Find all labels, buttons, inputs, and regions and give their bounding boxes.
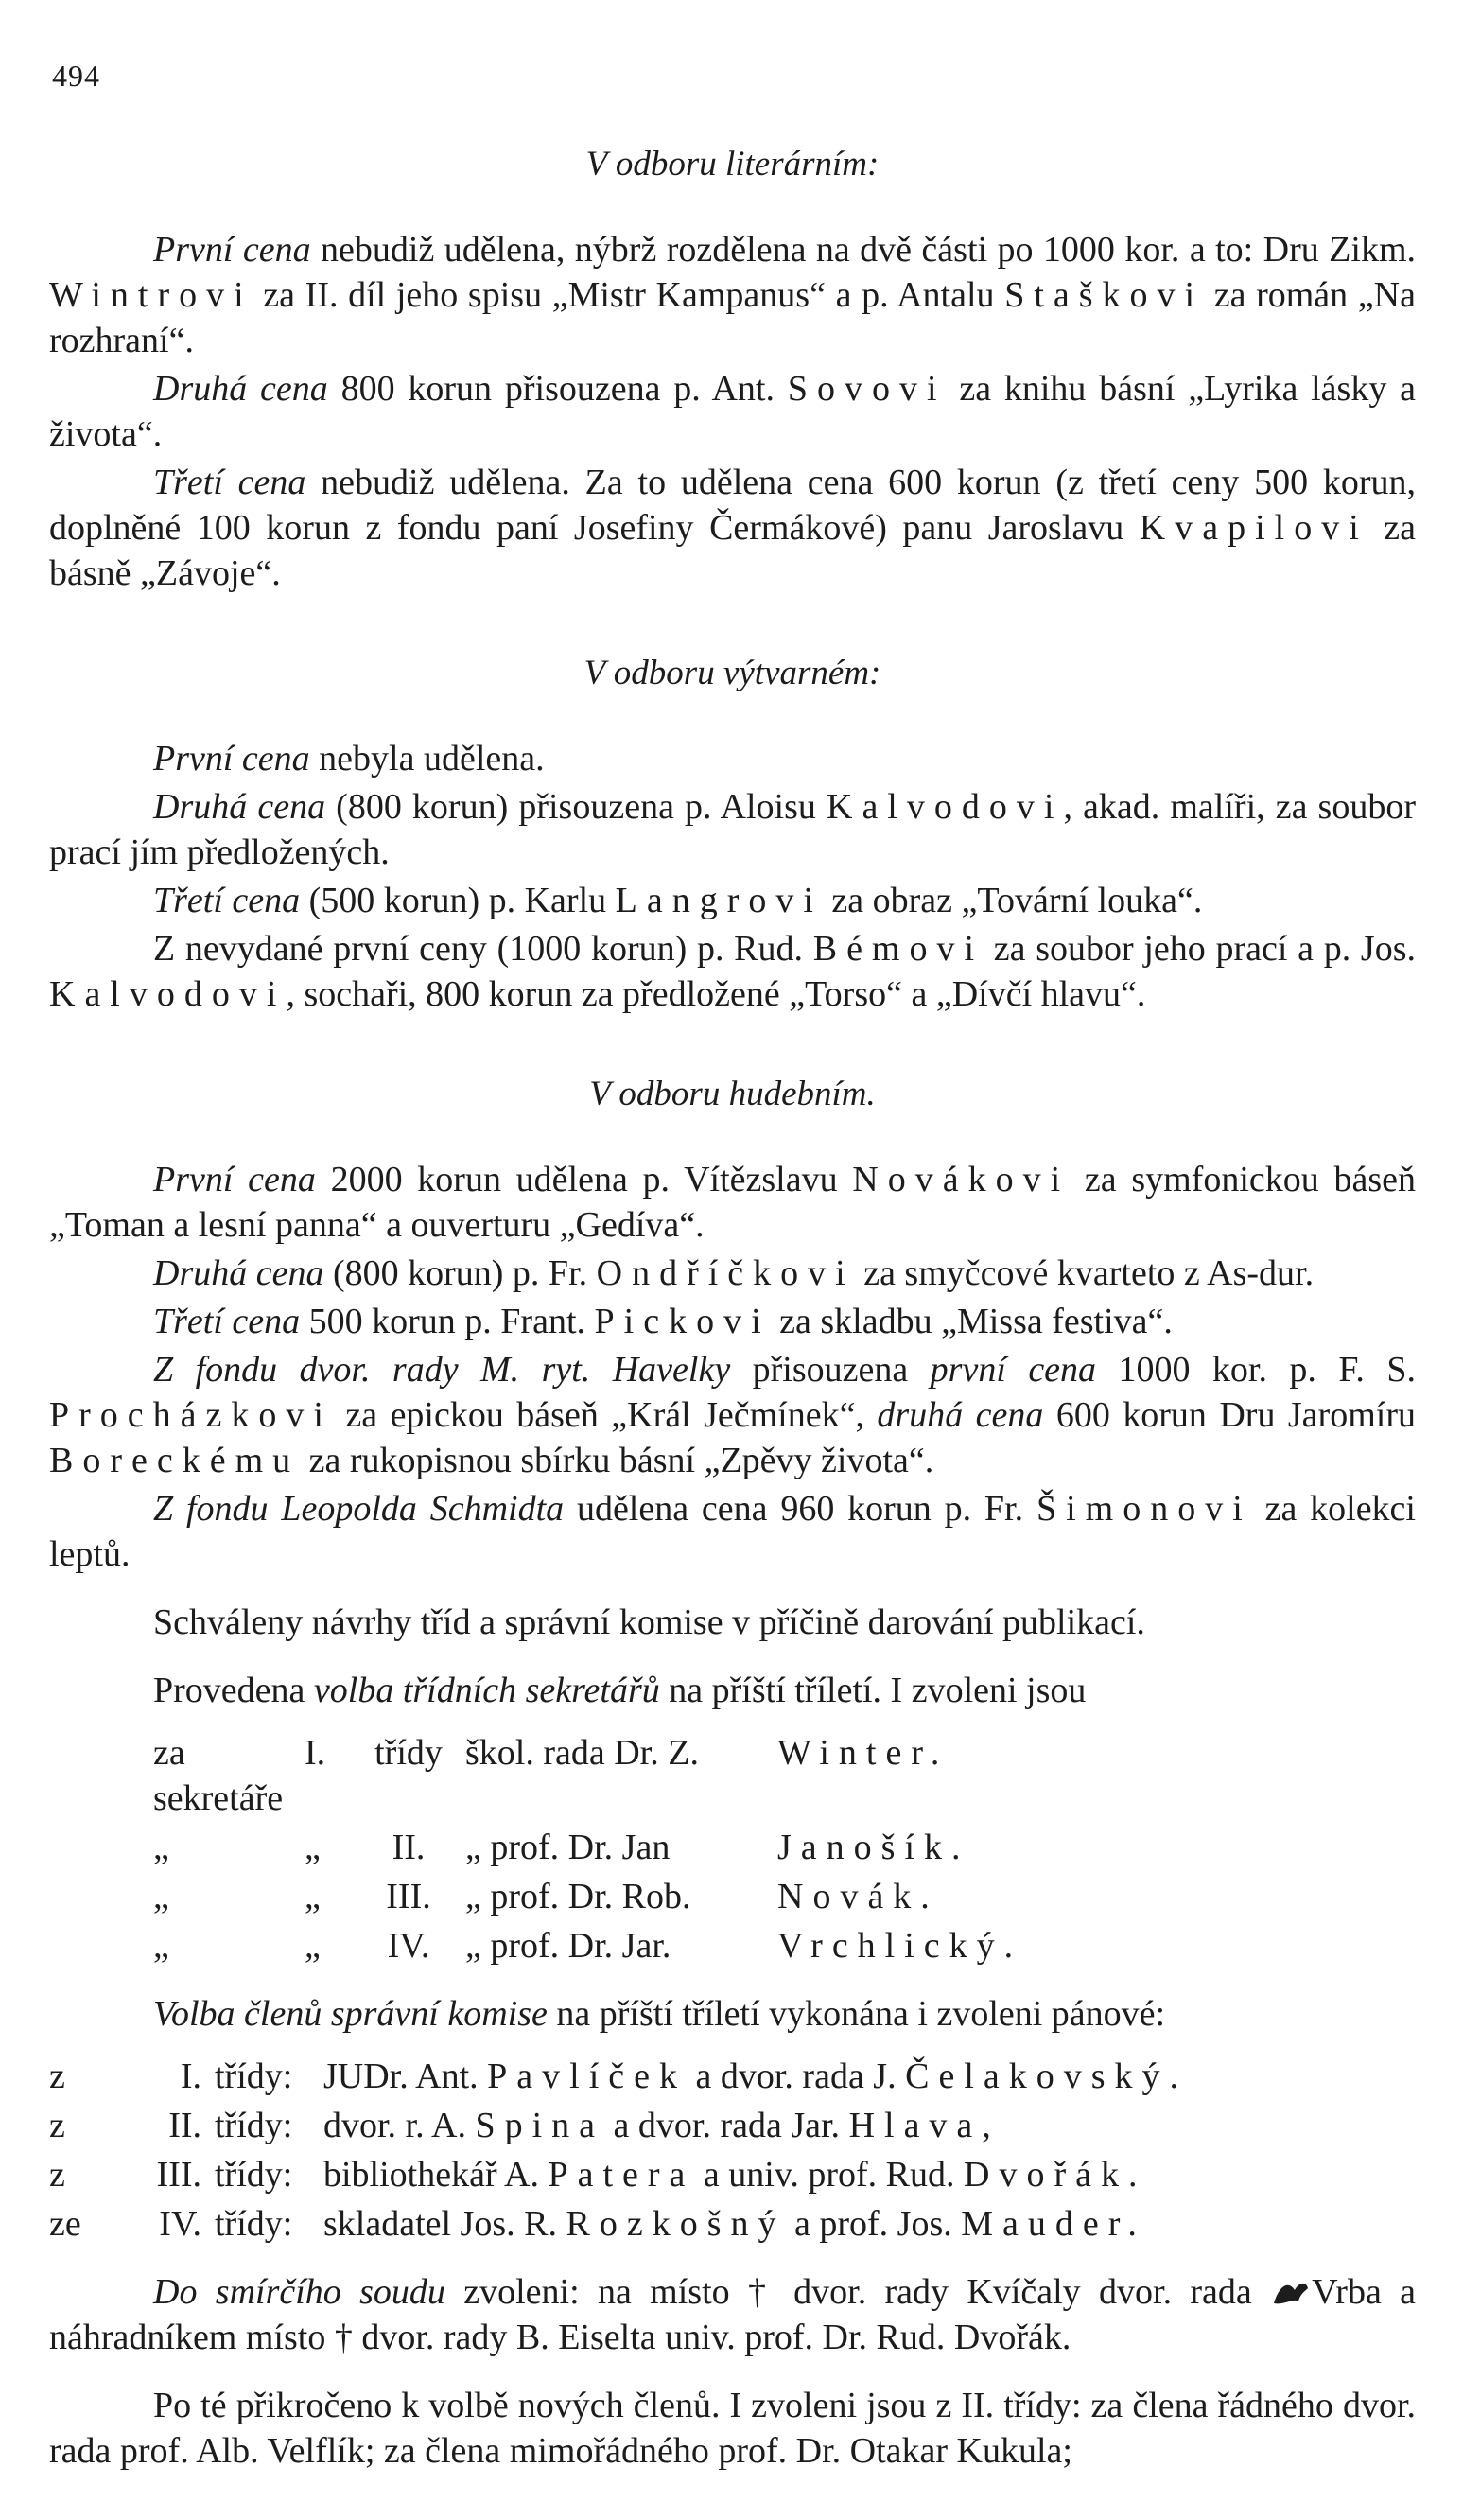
paragraph-commission: Volba členů správní komise na příští tříletí vykonána i zvoleni pánové:: [153, 1994, 1166, 2034]
secretary-row: „ „ IV. „ prof. Dr. Jar. Vrchlický.: [153, 1926, 1023, 1966]
commission-row: z II. třídy: dvor. r. A. Spina a dvor. rada Jar. Hlava,: [49, 2106, 1001, 2145]
secretary-row: „ „ III. „ prof. Dr. Rob. Novák.: [153, 1877, 939, 1916]
commission-row: z III. třídy: bibliothekář A. Patera a univ. prof. Rud. Dvořák.: [49, 2155, 1147, 2195]
paragraph-music-third-prize: Třetí cena 500 korun p. Frant. Pickovi za skladbu „Missa festiva“.: [153, 1302, 1173, 1341]
paragraph-closing: Po té přikročeno k volbě nových členů. I zvoleni jsou z II. třídy: za člena řádného dvor. rada prof. Alb. Velflík; za člena mimořádného prof. Dr. Otakar Kukula;: [49, 2386, 1416, 2471]
paragraph-havelka-fund: Z fondu dvor. rady M. ryt. Havelky přisouzena první cena 1000 kor. p. F. S. Procházkovi za epickou báseň „Král Ječmínek“, druhá cena 600 korun Dru Jaromíru Boreckému za rukopisnou sbírku básní „Zpěvy života“.: [49, 1350, 1416, 1480]
paragraph-approval: Schváleny návrhy tříd a správní komise v příčině darování publikací.: [153, 1602, 1145, 1642]
secretary-row: za sekretáře I. třídy škol. rada Dr. Z. Winter.: [153, 1733, 949, 1818]
paragraph-literary-first-prize: První cena nebudiž udělena, nýbrž rozdělena na dvě části po 1000 kor. a to: Dru Zikm. Wintrovi za II. díl jeho spisu „Mistr Kampanus“ a p. Antalu Staškovi za román „Na rozhraní“.: [49, 230, 1417, 360]
paragraph-secretaries-intro: Provedena volba třídních sekretářů na příští tříletí. I zvoleni jsou: [153, 1671, 1087, 1710]
paragraph-arbitration: Do smírčího soudu zvoleni: na místo † dvor. rady Kvíčaly dvor. rada Vrba a náhradníkem místo † dvor. rady B. Eiselta univ. prof. Dr. Rud. Dvořák.: [49, 2272, 1417, 2357]
paragraph-literary-third-prize: Třetí cena nebudiž udělena. Za to udělena cena 600 korun (z třetí ceny 500 korun, doplněné 100 korun z fondu paní Josefiny Čermákové) panu Jaroslavu Kvapilovi za básně „Závoje“.: [49, 463, 1417, 593]
paragraph-music-second-prize: Druhá cena (800 korun) p. Fr. Ondříčkovi za smyčcové kvarteto z As-dur.: [153, 1253, 1315, 1293]
heading-music: V odboru hudebním.: [589, 1075, 876, 1113]
paragraph-visual-second-prize: Druhá cena (800 korun) přisouzena p. Aloisu Kalvodovi, akad. malíři, za soubor prací jím předložených.: [49, 787, 1416, 872]
paragraph-visual-unawarded: Z nevydané první ceny (1000 korun) p. Rud. Bémovi za soubor jeho prací a p. Jos. Kalvodovi, sochaři, 800 korun za předložené „Torso“ a „Dívčí hlavu“.: [49, 929, 1416, 1014]
text-column: [49, 142, 1416, 2474]
commission-row: z I. třídy: JUDr. Ant. Pavlíček a dvor. rada J. Čelakovský.: [49, 2056, 1189, 2096]
paragraph-visual-first-prize: První cena nebyla udělena.: [153, 739, 545, 779]
ink-blot-icon: [1270, 2277, 1312, 2309]
paragraph-schmidt-fund: Z fondu Leopolda Schmidta udělena cena 960 korun p. Fr. Šimonovi za kolekci leptů.: [49, 1489, 1416, 1574]
paragraph-literary-second-prize: Druhá cena 800 korun přisouzena p. Ant. Sovovi za knihu básní „Lyrika lásky a života“.: [49, 369, 1417, 454]
page-number: 494: [52, 59, 100, 93]
paragraph-music-first-prize: První cena 2000 korun udělena p. Vítězslavu Novákovi za symfonickou báseň „Toman a lesní panna“ a ouverturu „Gedíva“.: [49, 1160, 1416, 1245]
commission-row: ze IV. třídy: skladatel Jos. R. Rozkošný a prof. Jos. Mauder.: [49, 2204, 1146, 2244]
heading-visual: V odboru výtvarném:: [583, 654, 881, 692]
commission-list: [49, 2054, 1416, 2247]
heading-literary: V odboru literárním:: [585, 145, 880, 184]
secretaries-list: [49, 1730, 1416, 1969]
paragraph-visual-third-prize: Třetí cena (500 korun) p. Karlu Langrovi za obraz „Tovární louka“.: [153, 881, 1203, 920]
secretary-row: „ „ II. „ prof. Dr. Jan Janošík.: [153, 1828, 970, 1867]
